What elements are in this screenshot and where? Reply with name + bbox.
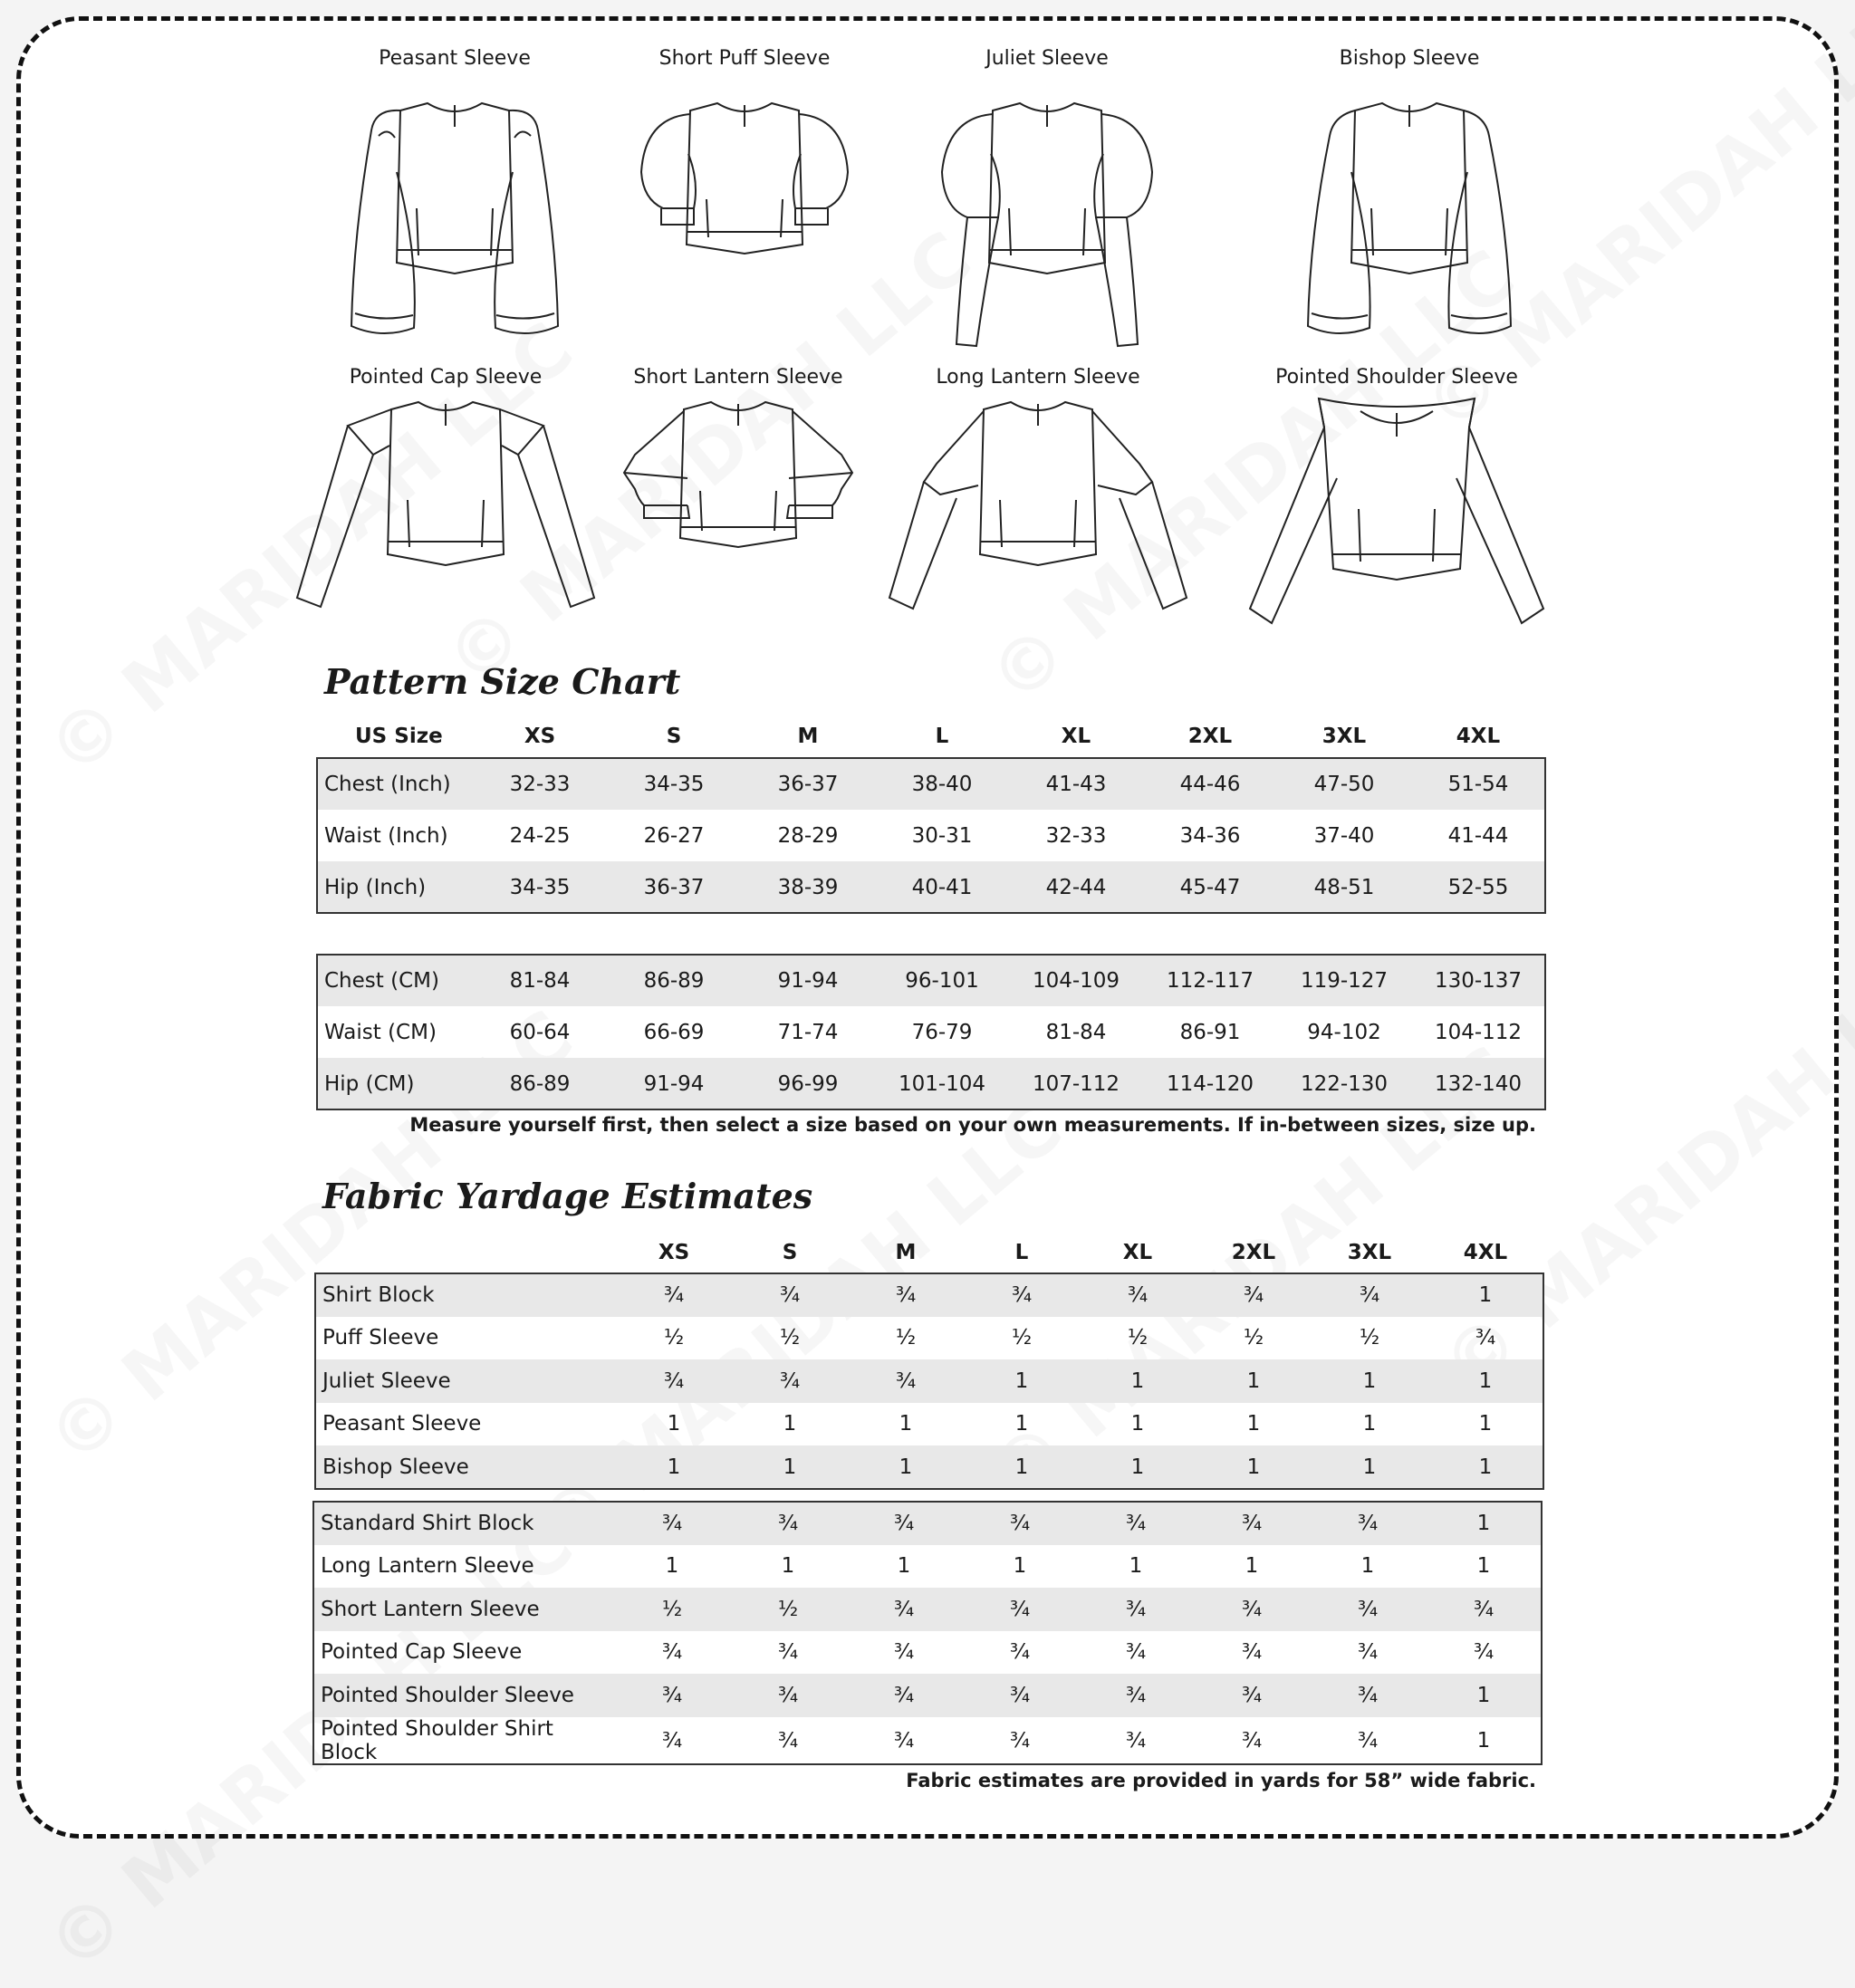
table-cell: 1 bbox=[1478, 1412, 1493, 1436]
table-cell: 51-54 bbox=[1411, 758, 1545, 810]
peasant-sleeve-icon bbox=[328, 72, 581, 362]
table-cell: ¾ bbox=[1125, 1640, 1147, 1665]
table-cell: 107-112 bbox=[1009, 1058, 1143, 1109]
long-lantern-sleeve-icon bbox=[884, 391, 1192, 654]
table-row bbox=[313, 1588, 1542, 1631]
table-cell: 91-94 bbox=[607, 1058, 741, 1109]
header-cell: XL bbox=[1122, 1241, 1153, 1264]
size-chart-cm-table bbox=[317, 955, 1545, 1109]
row-label: Short Lantern Sleeve bbox=[313, 1588, 614, 1631]
figure-long-lantern-sleeve bbox=[884, 364, 1192, 654]
header-cell: XS bbox=[658, 1241, 690, 1264]
table-cell: ¾ bbox=[962, 1674, 1078, 1717]
table-cell: ¾ bbox=[614, 1674, 730, 1717]
juliet-sleeve-icon bbox=[920, 72, 1174, 362]
table-cell: 132-140 bbox=[1411, 1058, 1545, 1109]
table-row bbox=[315, 1273, 1543, 1317]
table-cell: ¾ bbox=[962, 1588, 1078, 1631]
table-cell: 76-79 bbox=[911, 1020, 973, 1044]
figure-label: Peasant Sleeve bbox=[379, 47, 531, 70]
table-cell: 1 bbox=[1427, 1273, 1543, 1317]
table-cell: 60-64 bbox=[509, 1020, 571, 1044]
table-row bbox=[315, 1317, 1543, 1360]
table-cell: 71-74 bbox=[777, 1020, 839, 1044]
table-cell: 1 bbox=[783, 1412, 797, 1436]
size-header-row bbox=[317, 715, 1545, 758]
figure-pointed-shoulder-sleeve bbox=[1243, 364, 1551, 663]
figure-label: Long Lantern Sleeve bbox=[936, 366, 1140, 389]
table-cell: ¾ bbox=[846, 1674, 962, 1717]
table-cell: 1 bbox=[732, 1445, 848, 1489]
table-cell: 96-101 bbox=[875, 955, 1009, 1006]
table-cell: 86-91 bbox=[1179, 1020, 1241, 1044]
table-cell: ¾ bbox=[730, 1502, 846, 1545]
table-cell: ¾ bbox=[893, 1728, 915, 1753]
row-label: Bishop Sleeve bbox=[315, 1445, 616, 1489]
table-row bbox=[313, 1502, 1542, 1545]
bishop-sleeve-icon bbox=[1283, 72, 1536, 362]
table-cell: ¾ bbox=[1080, 1273, 1196, 1317]
header-cell: 2XL bbox=[1231, 1241, 1276, 1264]
figure-label: Pointed Cap Sleeve bbox=[349, 366, 543, 389]
table-cell: ¾ bbox=[777, 1728, 799, 1753]
row-label: Hip (CM) bbox=[317, 1058, 473, 1109]
table-cell: 86-89 bbox=[607, 955, 741, 1006]
table-row bbox=[317, 1006, 1545, 1058]
table-cell: 1 bbox=[848, 1445, 964, 1489]
table-cell: ¾ bbox=[964, 1273, 1080, 1317]
table-row bbox=[315, 1445, 1543, 1489]
table-cell: 1 bbox=[1476, 1728, 1491, 1753]
header-cell: XL bbox=[1061, 725, 1091, 748]
row-label: Puff Sleeve bbox=[322, 1326, 439, 1350]
table-cell: 48-51 bbox=[1277, 861, 1411, 913]
table-cell: 1 bbox=[616, 1445, 732, 1489]
table-cell: 36-37 bbox=[741, 758, 875, 810]
table-cell: ¾ bbox=[661, 1728, 683, 1753]
header-cell: US Size bbox=[355, 725, 443, 748]
table-cell: 1 bbox=[1362, 1412, 1377, 1436]
table-cell: 130-137 bbox=[1411, 955, 1545, 1006]
table-cell: ½ bbox=[730, 1588, 846, 1631]
table-cell: 47-50 bbox=[1277, 758, 1411, 810]
table-cell: 1 bbox=[1427, 1359, 1543, 1403]
size-chart-note: Measure yourself first, then select a size based on your own measurements. If in-between sizes, size up. bbox=[409, 1114, 1536, 1136]
table-cell: 1 bbox=[1360, 1554, 1375, 1579]
row-label: Chest (CM) bbox=[317, 955, 473, 1006]
table-cell: 45-47 bbox=[1143, 861, 1277, 913]
table-row bbox=[317, 758, 1545, 810]
table-row bbox=[317, 1058, 1545, 1109]
table-cell: 32-33 bbox=[1045, 823, 1107, 848]
figure-juliet-sleeve bbox=[893, 45, 1201, 362]
header-cell: M bbox=[895, 1241, 917, 1264]
inch-measurements bbox=[317, 758, 1545, 913]
figure-pointed-cap-sleeve bbox=[292, 364, 600, 654]
table-cell: ¾ bbox=[846, 1588, 962, 1631]
table-cell: 119-127 bbox=[1277, 955, 1411, 1006]
figure-label: Pointed Shoulder Sleeve bbox=[1275, 366, 1518, 389]
table-cell: 1 bbox=[1130, 1412, 1145, 1436]
table-cell: ½ bbox=[779, 1326, 801, 1350]
table-cell: 37-40 bbox=[1313, 823, 1375, 848]
row-label: Pointed Shoulder Sleeve bbox=[313, 1674, 614, 1717]
table-cell: 1 bbox=[1426, 1674, 1542, 1717]
table-cell: ¾ bbox=[1196, 1273, 1312, 1317]
pointed-shoulder-sleeve-icon bbox=[1243, 391, 1551, 663]
header-cell: 3XL bbox=[1347, 1241, 1392, 1264]
header-cell: L bbox=[935, 725, 949, 748]
table-cell: ¾ bbox=[1475, 1326, 1496, 1350]
table-cell: 41-43 bbox=[1009, 758, 1143, 810]
table-cell: 38-39 bbox=[741, 861, 875, 913]
table-cell: ¾ bbox=[1194, 1588, 1310, 1631]
row-label: Pointed Cap Sleeve bbox=[321, 1640, 523, 1665]
table-cell: 1 bbox=[665, 1554, 679, 1579]
short-puff-sleeve-icon bbox=[618, 72, 871, 362]
table-cell: 114-120 bbox=[1143, 1058, 1277, 1109]
table-cell: 96-99 bbox=[741, 1058, 875, 1109]
table-cell: 112-117 bbox=[1143, 955, 1277, 1006]
table-cell: 32-33 bbox=[473, 758, 607, 810]
header-cell: 3XL bbox=[1322, 725, 1367, 748]
table-cell: ¾ bbox=[1312, 1273, 1427, 1317]
row-label: Shirt Block bbox=[315, 1273, 616, 1317]
table-cell: ¾ bbox=[1357, 1728, 1379, 1753]
table-cell: ½ bbox=[1243, 1326, 1264, 1350]
table-row bbox=[313, 1545, 1542, 1589]
table-cell: 1 bbox=[667, 1412, 681, 1436]
table-cell: 26-27 bbox=[643, 823, 705, 848]
table-cell: ¾ bbox=[1194, 1674, 1310, 1717]
table-cell: ¾ bbox=[1009, 1728, 1031, 1753]
row-label: Hip (Inch) bbox=[317, 861, 473, 913]
table-cell: ½ bbox=[1127, 1326, 1149, 1350]
table-cell: 30-31 bbox=[911, 823, 973, 848]
table-cell: 66-69 bbox=[643, 1020, 705, 1044]
table-cell: 34-36 bbox=[1179, 823, 1241, 848]
header-cell: L bbox=[1014, 1241, 1029, 1264]
table-cell: ¾ bbox=[1125, 1728, 1147, 1753]
fabric-group-2 bbox=[313, 1502, 1542, 1764]
table-cell: 1 bbox=[964, 1445, 1080, 1489]
table-cell: ¾ bbox=[616, 1359, 732, 1403]
table-cell: ¾ bbox=[1473, 1640, 1495, 1665]
row-label: Juliet Sleeve bbox=[315, 1359, 616, 1403]
table-cell: 91-94 bbox=[741, 955, 875, 1006]
table-cell: 1 bbox=[781, 1554, 795, 1579]
table-cell: 28-29 bbox=[777, 823, 839, 848]
table-cell: ¾ bbox=[1194, 1502, 1310, 1545]
table-cell: 101-104 bbox=[875, 1058, 1009, 1109]
row-label: Chest (Inch) bbox=[317, 758, 473, 810]
table-cell: 1 bbox=[1080, 1445, 1196, 1489]
table-cell: ¾ bbox=[661, 1640, 683, 1665]
table-cell: 122-130 bbox=[1277, 1058, 1411, 1109]
table-cell: 34-35 bbox=[473, 861, 607, 913]
table-cell: 42-44 bbox=[1009, 861, 1143, 913]
fabric-yardage-table-2 bbox=[313, 1502, 1542, 1764]
header-cell: S bbox=[782, 1241, 798, 1264]
table-cell: 1 bbox=[899, 1412, 913, 1436]
size-chart-title: Pattern Size Chart bbox=[324, 661, 681, 702]
table-cell: ½ bbox=[614, 1588, 730, 1631]
table-cell: ¾ bbox=[893, 1640, 915, 1665]
fabric-title: Fabric Yardage Estimates bbox=[322, 1176, 813, 1216]
short-lantern-sleeve-icon bbox=[611, 391, 865, 654]
header-cell: 4XL bbox=[1456, 725, 1501, 748]
row-label: Peasant Sleeve bbox=[322, 1412, 482, 1436]
table-cell: 1 bbox=[1426, 1502, 1542, 1545]
table-cell: 1 bbox=[1014, 1412, 1029, 1436]
header-cell: XS bbox=[524, 725, 556, 748]
table-cell: 38-40 bbox=[875, 758, 1009, 810]
table-row bbox=[317, 955, 1545, 1006]
table-row bbox=[313, 1674, 1542, 1717]
table-cell: 24-25 bbox=[509, 823, 571, 848]
table-cell: ¾ bbox=[732, 1273, 848, 1317]
figure-short-puff-sleeve bbox=[591, 45, 899, 362]
table-cell: ¾ bbox=[1078, 1588, 1194, 1631]
table-cell: ½ bbox=[1011, 1326, 1033, 1350]
figure-label: Short Lantern Sleeve bbox=[633, 366, 843, 389]
table-cell: ¾ bbox=[1078, 1502, 1194, 1545]
fabric-yardage-table bbox=[315, 1232, 1543, 1489]
table-row bbox=[317, 810, 1545, 861]
table-cell: ¾ bbox=[848, 1359, 964, 1403]
table-cell: ¾ bbox=[1310, 1502, 1426, 1545]
table-row bbox=[317, 861, 1545, 913]
header-cell: S bbox=[666, 725, 682, 748]
row-label: Waist (Inch) bbox=[324, 823, 448, 848]
table-cell: 1 bbox=[1427, 1445, 1543, 1489]
table-cell: 104-109 bbox=[1009, 955, 1143, 1006]
table-cell: ¾ bbox=[848, 1273, 964, 1317]
table-cell: ½ bbox=[895, 1326, 917, 1350]
table-row bbox=[313, 1631, 1542, 1675]
table-cell: ¾ bbox=[1241, 1728, 1263, 1753]
row-label: Long Lantern Sleeve bbox=[321, 1554, 534, 1579]
table-cell: 1 bbox=[1196, 1445, 1312, 1489]
table-cell: 36-37 bbox=[607, 861, 741, 913]
table-cell: 81-84 bbox=[473, 955, 607, 1006]
size-chart-table bbox=[317, 715, 1545, 913]
header-cell: M bbox=[797, 725, 819, 748]
table-cell: 1 bbox=[1080, 1359, 1196, 1403]
table-cell: ½ bbox=[663, 1326, 685, 1350]
table-cell: 44-46 bbox=[1143, 758, 1277, 810]
table-cell: 1 bbox=[1312, 1445, 1427, 1489]
table-cell: 1 bbox=[1312, 1359, 1427, 1403]
fabric-header-row bbox=[315, 1232, 1543, 1273]
table-cell: 81-84 bbox=[1045, 1020, 1107, 1044]
fabric-group-1 bbox=[315, 1273, 1543, 1489]
table-cell: 1 bbox=[1476, 1554, 1491, 1579]
table-cell: ¾ bbox=[616, 1273, 732, 1317]
table-row bbox=[315, 1359, 1543, 1403]
table-cell: 94-102 bbox=[1307, 1020, 1381, 1044]
figure-label: Juliet Sleeve bbox=[985, 47, 1109, 70]
table-row bbox=[315, 1403, 1543, 1446]
table-cell: ¾ bbox=[1310, 1588, 1426, 1631]
figure-short-lantern-sleeve bbox=[584, 364, 892, 654]
table-row bbox=[313, 1717, 1542, 1764]
table-cell: 1 bbox=[1129, 1554, 1143, 1579]
table-cell: ¾ bbox=[1009, 1640, 1031, 1665]
cm-measurements bbox=[317, 955, 1545, 1109]
header-cell: 4XL bbox=[1463, 1241, 1508, 1264]
row-label: Pointed Shoulder Shirt Block bbox=[321, 1716, 553, 1764]
table-cell: ¾ bbox=[846, 1502, 962, 1545]
table-cell: 1 bbox=[897, 1554, 911, 1579]
table-cell: ¾ bbox=[614, 1502, 730, 1545]
table-cell: ¾ bbox=[777, 1640, 799, 1665]
table-cell: 1 bbox=[964, 1359, 1080, 1403]
header-cell: 2XL bbox=[1187, 725, 1233, 748]
table-cell: 1 bbox=[1246, 1412, 1261, 1436]
table-cell: 1 bbox=[1196, 1359, 1312, 1403]
table-cell: ¾ bbox=[1241, 1640, 1263, 1665]
table-cell: 1 bbox=[1245, 1554, 1259, 1579]
table-cell: 1 bbox=[1013, 1554, 1027, 1579]
figure-peasant-sleeve bbox=[301, 45, 609, 362]
table-cell: ¾ bbox=[1078, 1674, 1194, 1717]
table-cell: 40-41 bbox=[875, 861, 1009, 913]
table-cell: ¾ bbox=[1310, 1674, 1426, 1717]
table-cell: ¾ bbox=[730, 1674, 846, 1717]
table-cell: 104-112 bbox=[1434, 1020, 1523, 1044]
row-label: Waist (CM) bbox=[324, 1020, 437, 1044]
table-cell: ¾ bbox=[1357, 1640, 1379, 1665]
figure-bishop-sleeve bbox=[1255, 45, 1563, 362]
table-cell: 41-44 bbox=[1447, 823, 1509, 848]
table-cell: ¾ bbox=[962, 1502, 1078, 1545]
figure-label: Short Puff Sleeve bbox=[658, 47, 831, 70]
table-cell: 52-55 bbox=[1411, 861, 1545, 913]
header-cell bbox=[315, 1232, 616, 1273]
table-cell: ½ bbox=[1359, 1326, 1380, 1350]
table-cell: 34-35 bbox=[607, 758, 741, 810]
fabric-note: Fabric estimates are provided in yards for 58” wide fabric. bbox=[906, 1770, 1536, 1791]
table-cell: ¾ bbox=[1426, 1588, 1542, 1631]
row-label: Standard Shirt Block bbox=[313, 1502, 614, 1545]
figure-label: Bishop Sleeve bbox=[1339, 47, 1480, 70]
table-cell: ¾ bbox=[732, 1359, 848, 1403]
table-cell: 86-89 bbox=[473, 1058, 607, 1109]
pointed-cap-sleeve-icon bbox=[292, 391, 600, 654]
